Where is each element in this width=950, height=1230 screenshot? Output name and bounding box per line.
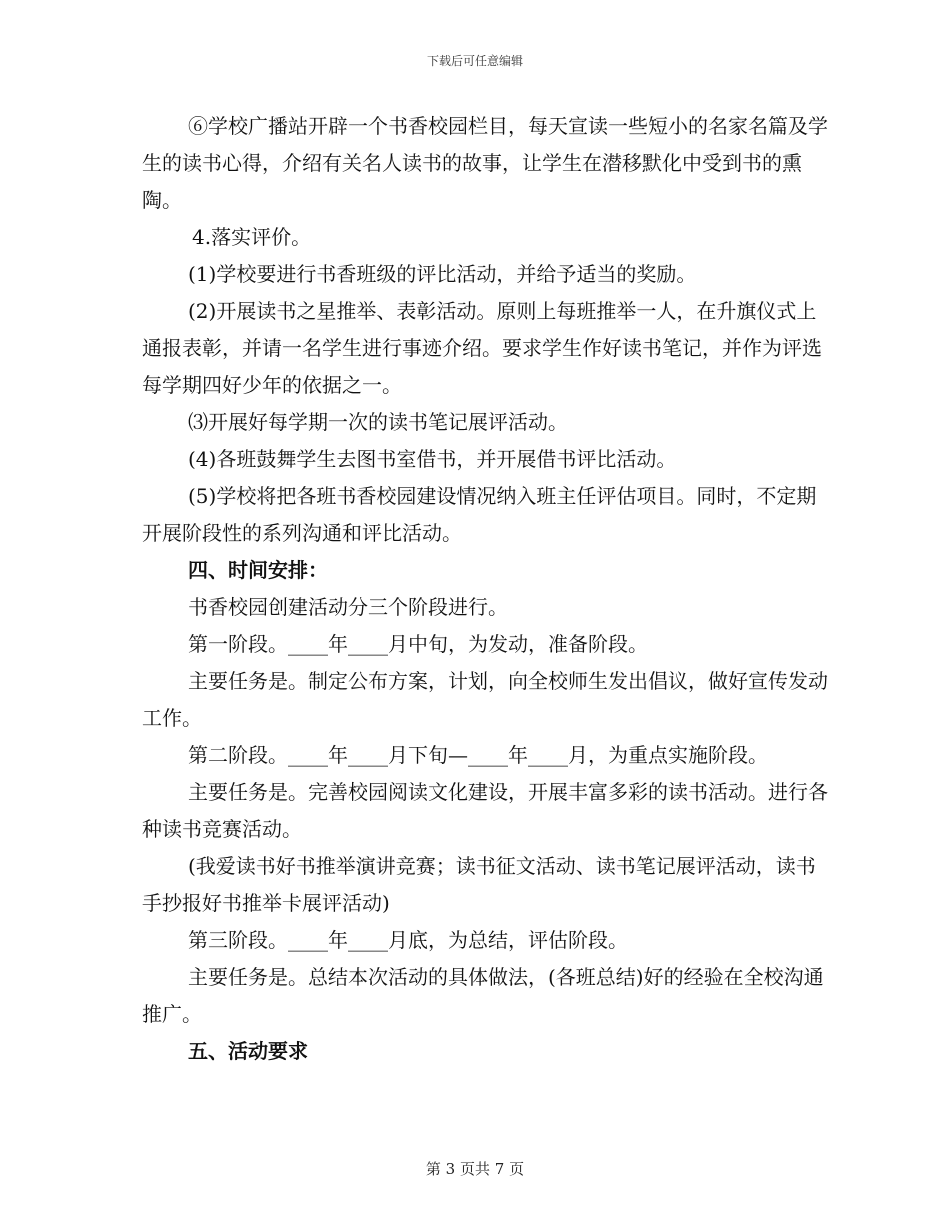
section-heading-schedule: 四、时间安排： bbox=[188, 558, 328, 582]
paragraph-stage-2-activities: (我爱读书好书推举演讲竞赛；读书征文活动、读书笔记展评活动，读书手抄报好书推举卡展评活动) bbox=[142, 854, 816, 915]
section-heading-requirements: 五、活动要求 bbox=[188, 1039, 308, 1063]
paragraph-stage-2: 第二阶段。____年____月下旬—____年____月，为重点实施阶段。 bbox=[188, 743, 768, 767]
page-header: 下载后可任意编辑 bbox=[426, 54, 523, 68]
paragraph-item-4: (4)各班鼓舞学生去图书室借书，并开展借书评比活动。 bbox=[188, 447, 677, 471]
paragraph-broadcast: ⑥学校广播站开辟一个书香校园栏目，每天宣读一些短小的名家名篇及学生的读书心得，介绍有关名人读书的故事，让学生在潜移默化中受到书的熏陶。 bbox=[142, 114, 828, 212]
paragraph-item-3: ⑶开展好每学期一次的读书笔记展评活动。 bbox=[188, 410, 568, 434]
paragraph-stage-3-tasks: 主要任务是。总结本次活动的具体做法，(各班总结)好的经验在全校沟通推广。 bbox=[142, 965, 824, 1026]
paragraph-stage-3: 第三阶段。____年____月底，为总结，评估阶段。 bbox=[188, 928, 628, 952]
paragraph-item-5: (5)学校将把各班书香校园建设情况纳入班主任评估项目。同时，不定期开展阶段性的系列沟通和评比活动。 bbox=[142, 484, 817, 545]
paragraph-stage-2-tasks: 主要任务是。完善校园阅读文化建设，开展丰富多彩的读书活动。进行各种读书竞赛活动。 bbox=[142, 780, 828, 841]
page-footer: 第 3 页共 7 页 bbox=[425, 1160, 525, 1178]
paragraph-stage-1: 第一阶段。____年____月中旬，为发动，准备阶段。 bbox=[188, 632, 648, 656]
paragraph-item-1: (1)学校要进行书香班级的评比活动，并给予适当的奖励。 bbox=[188, 262, 697, 286]
paragraph-stage-1-tasks: 主要任务是。制定公布方案，计划，向全校师生发出倡议，做好宣传发动工作。 bbox=[142, 669, 828, 730]
paragraph-stages-intro: 书香校园创建活动分三个阶段进行。 bbox=[188, 595, 508, 619]
paragraph-item-2: (2)开展读书之星推举、表彰活动。原则上每班推举一人，在升旗仪式上通报表彰，并请一名学生进行事迹介绍。要求学生作好读书笔记，并作为评选每学期四好少年的依据之一。 bbox=[142, 299, 822, 397]
document-body bbox=[142, 108, 832, 1070]
subheading-evaluation: 4.落实评价。 bbox=[192, 225, 312, 249]
